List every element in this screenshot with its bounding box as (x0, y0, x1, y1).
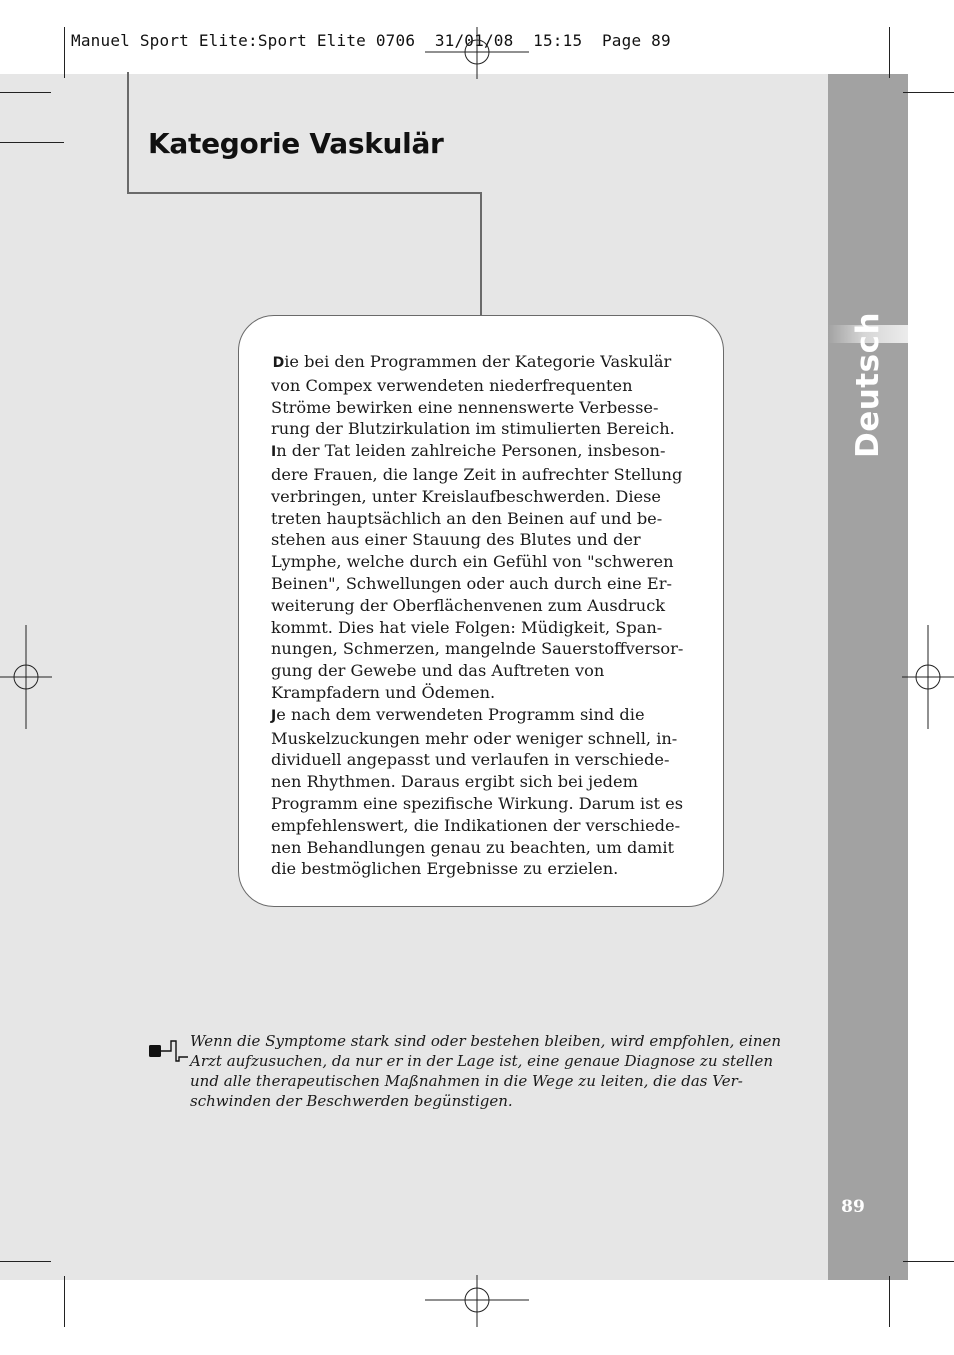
crop-mark (0, 142, 64, 143)
registration-mark-bottom (425, 1275, 529, 1327)
text-line: nungen, Schmerzen, mangelnde Sauerstoffversor- (271, 639, 684, 659)
print-slug-header: Manuel Sport Elite:Sport Elite 0706 31/01/08 15:15 Page 89 (71, 31, 671, 50)
page-title: Kategorie Vaskulär (148, 127, 444, 160)
text-line: kommt. Dies hat viele Folgen: Müdigkeit, Span- (271, 617, 663, 637)
text-line: treten hauptsächlich an den Beinen auf und be- (271, 508, 663, 528)
text-line: Programm eine spezifische Wirkung. Darum ist es (271, 793, 684, 813)
text-line: verbringen, unter Kreislaufbeschwerden. Diese (271, 486, 661, 506)
note-line: und alle therapeutischen Maßnahmen in die Wege zu leiten, die das Ver- (190, 1072, 743, 1090)
crop-mark (903, 1261, 954, 1262)
registration-mark-right (902, 625, 954, 729)
title-frame-connector (480, 192, 482, 316)
crop-mark (64, 27, 65, 78)
crop-mark (889, 1276, 890, 1327)
note-line: Wenn die Symptome stark sind oder bestehen bleiben, wird empfohlen, einen (190, 1032, 782, 1050)
registration-mark-left (0, 625, 52, 729)
text-line: rung der Blutzirkulation im stimulierten Bereich. (271, 419, 675, 439)
text-line: von Compex verwendeten niederfrequenten (271, 375, 633, 395)
initial-letter: D (272, 355, 285, 371)
crop-mark (903, 92, 954, 93)
page-number: 89 (841, 1197, 865, 1217)
note-line: schwinden der Beschwerden begünstigen. (190, 1092, 513, 1110)
note-line: Arzt aufzusuchen, da nur er in der Lage ist, eine genaue Diagnose zu stellen (190, 1052, 773, 1070)
text-line: Die bei den Programmen der Kategorie Vaskulär (272, 352, 672, 371)
text-line: stehen aus einer Stauung des Blutes und der (271, 530, 641, 550)
content-box (238, 315, 724, 907)
pulse-waveform-icon (148, 1038, 190, 1066)
text-line: In der Tat leiden zahlreiche Personen, insbeson- (271, 441, 666, 461)
text-line: weiterung der Oberflächenvenen zum Ausdruck (271, 595, 666, 615)
crop-mark (0, 92, 51, 93)
text-line: Je nach dem verwendeten Programm sind die (271, 704, 645, 724)
registration-mark-top (425, 27, 529, 79)
crop-mark (64, 1276, 65, 1327)
text-line: nen Rhythmen. Daraus ergibt sich bei jedem (271, 772, 638, 792)
crop-mark (0, 1261, 51, 1262)
title-frame-line-vertical (127, 72, 129, 194)
text-line: die bestmöglichen Ergebnisse zu erzielen. (271, 859, 619, 879)
crop-mark (889, 27, 890, 78)
text-line: Muskelzuckungen mehr oder weniger schnell, in- (271, 728, 678, 748)
medical-advice-note (190, 1031, 782, 1111)
text-line: gung der Gewebe und das Auftreten von (271, 661, 605, 681)
text-line: Krampfadern und Ödemen. (271, 682, 496, 702)
initial-letter: J (271, 707, 277, 724)
body-text (271, 351, 693, 880)
language-label: Deutsch (850, 311, 886, 459)
text-line: empfehlenswert, die Indikationen der verschiede- (271, 815, 681, 835)
text-line: dere Frauen, die lange Zeit in aufrechter Stellung (271, 464, 683, 484)
text-line: Beinen", Schwellungen oder auch durch eine Er- (271, 573, 672, 593)
text-line: dividuell angepasst und verlaufen in verschiede- (271, 750, 670, 770)
text-line: Ströme bewirken eine nennenswerte Verbesse- (271, 397, 659, 417)
language-side-tab (828, 74, 908, 1280)
initial-letter: I (271, 444, 277, 461)
text-line: nen Behandlungen genau zu beachten, um damit (271, 837, 674, 857)
title-frame-line-horizontal (127, 192, 482, 194)
text-line: Lymphe, welche durch ein Gefühl von "schweren (271, 552, 674, 572)
